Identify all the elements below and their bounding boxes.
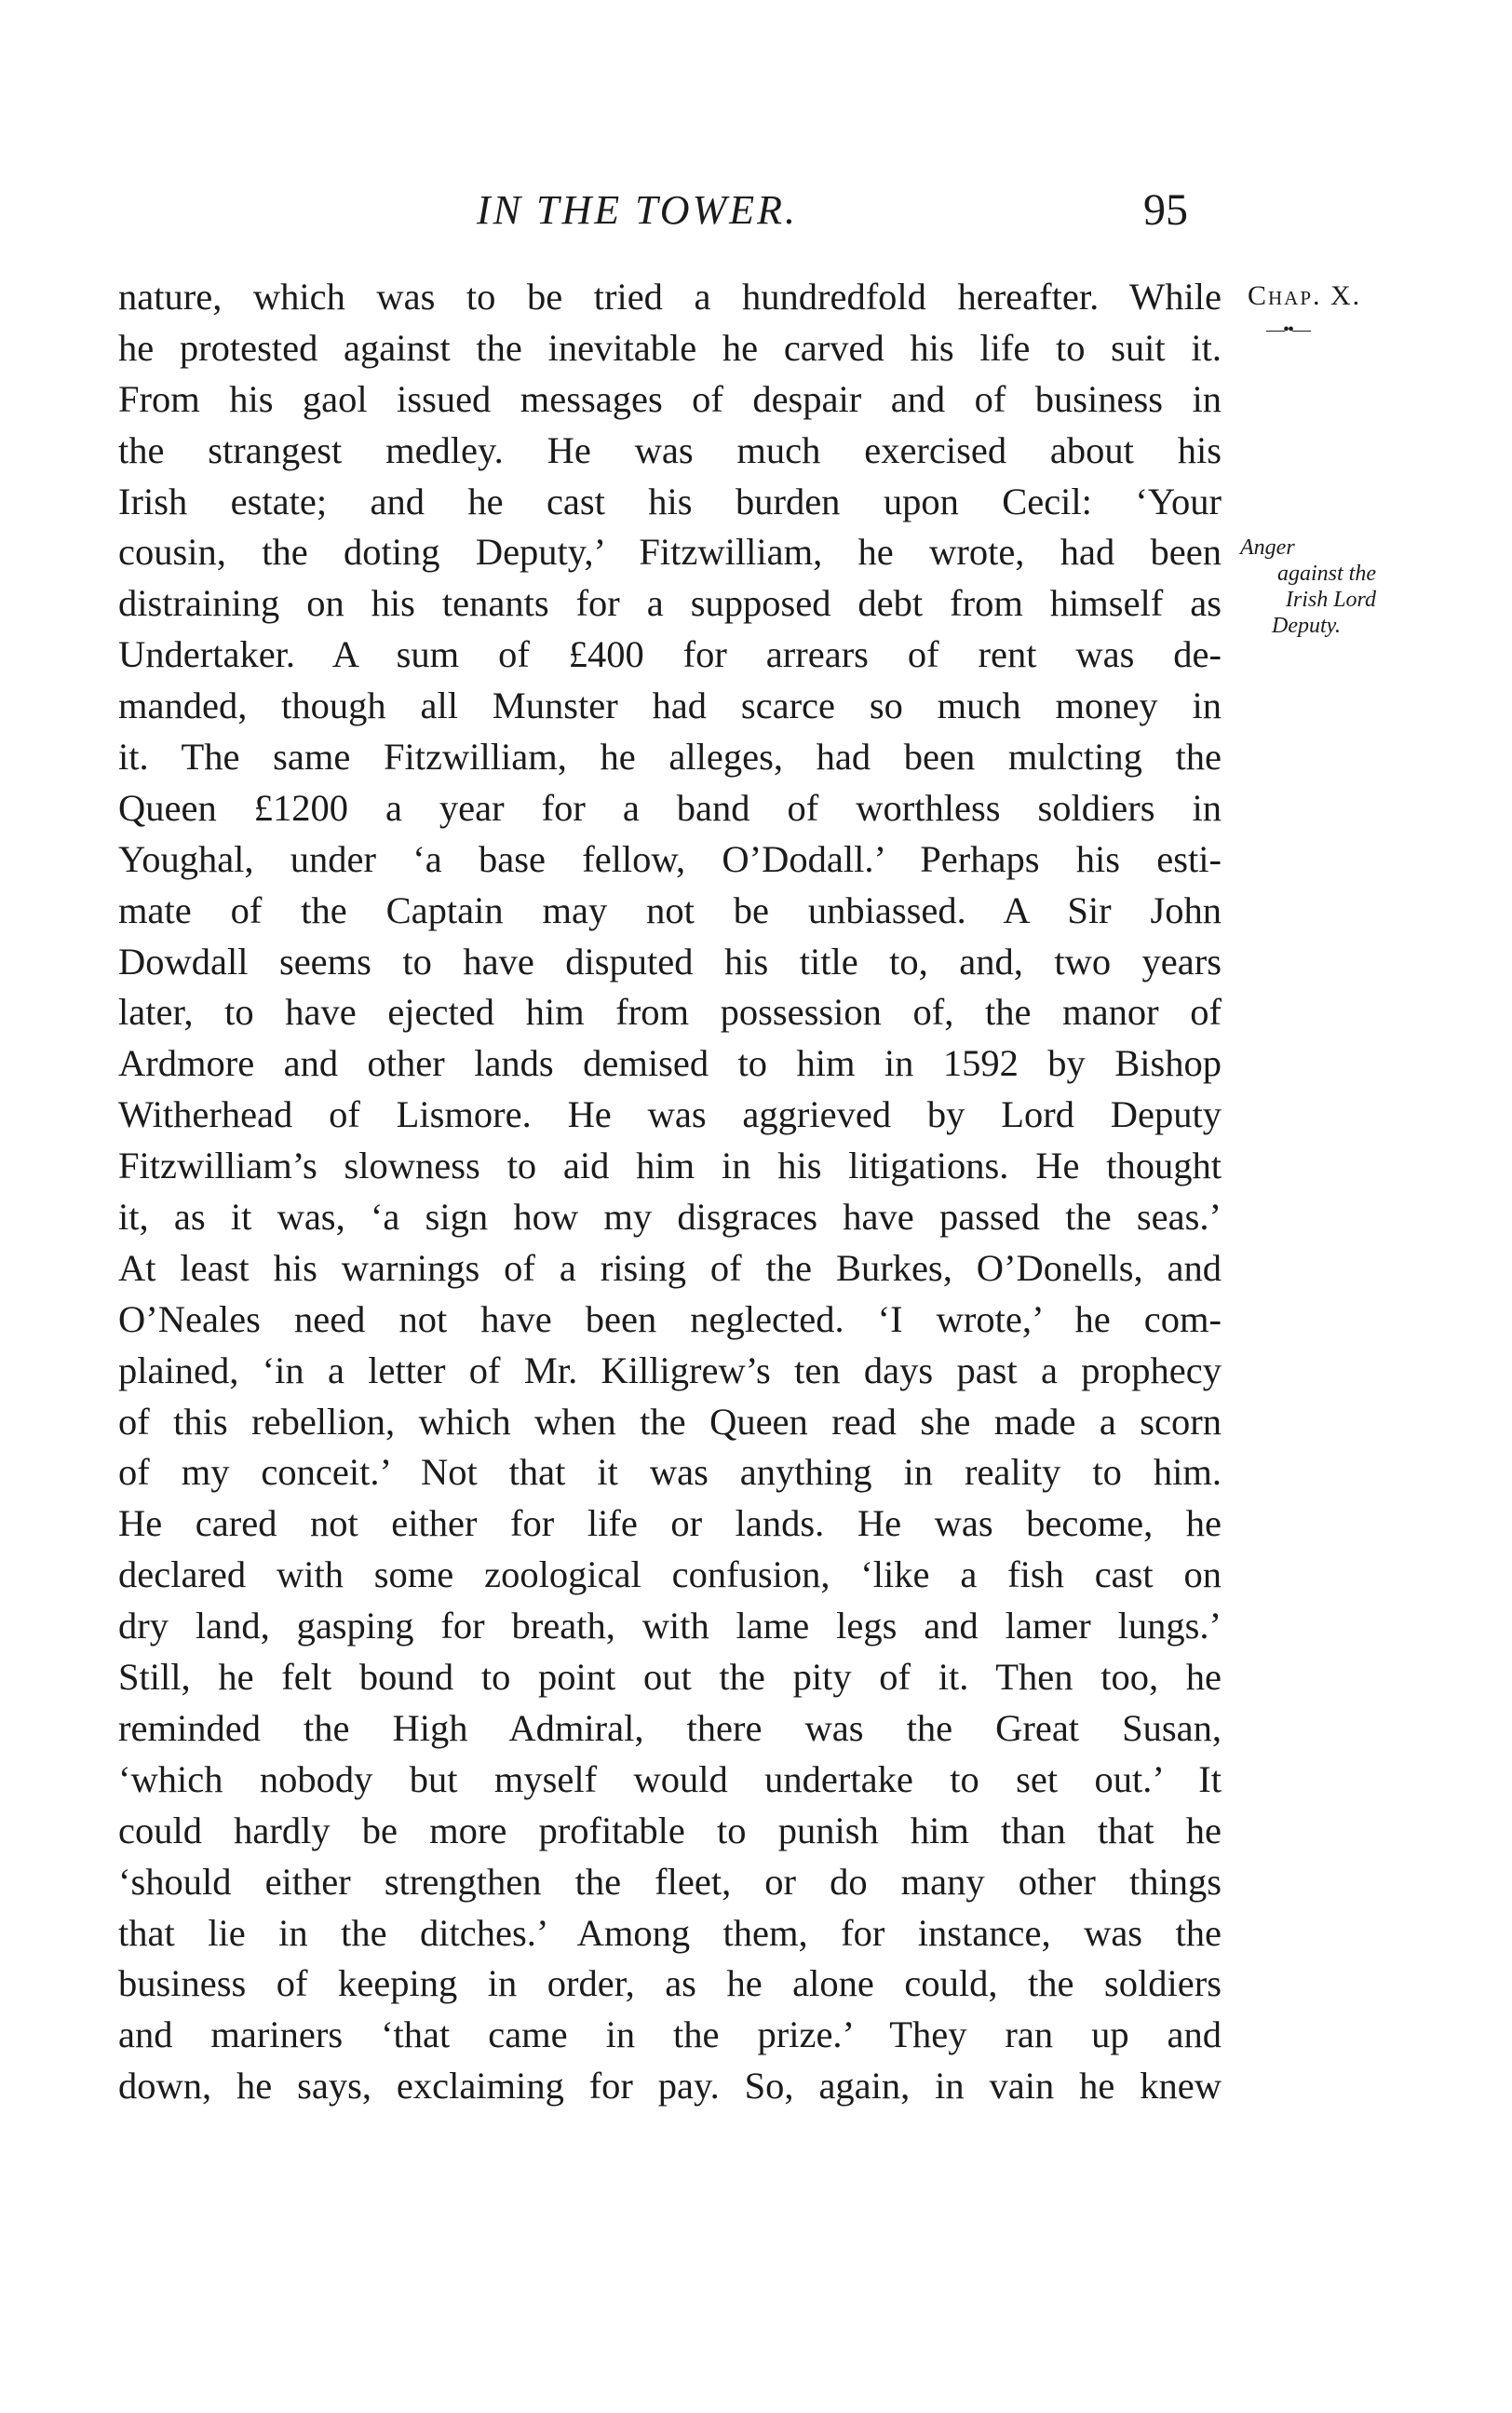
- text-line: the strangest medley. He was much exercised about his: [118, 428, 1222, 471]
- sidenote-line: against the: [1277, 562, 1376, 586]
- text-line: it, as it was, ‘a sign how my disgraces have passed the seas.’: [118, 1196, 1222, 1239]
- text-line: plained, ‘in a letter of Mr. Killigrew’s ten days past a prophecy: [118, 1349, 1222, 1391]
- text-line: declared with some zoological confusion, ‘like a fish cast on: [118, 1553, 1222, 1596]
- text-line: Undertaker. A sum of £400 for arrears of rent was de-: [118, 633, 1222, 676]
- page-number: 95: [1143, 185, 1188, 235]
- text-line: he protested against the inevitable he carved his life to suit it.: [118, 326, 1222, 369]
- text-line: that lie in the ditches.’ Among them, for instance, was the: [118, 1911, 1222, 1954]
- text-line: ‘should either strengthen the fleet, or do many other things: [118, 1860, 1222, 1903]
- text-line: Irish estate; and he cast his burden upon Cecil: ‘Your: [118, 480, 1222, 522]
- text-line: it. The same Fitzwilliam, he alleges, had been mulcting the: [118, 736, 1222, 779]
- text-line: Still, he felt bound to point out the pity of it. Then too, he: [118, 1656, 1222, 1699]
- text-line: Ardmore and other lands demised to him in 1592 by Bishop: [118, 1042, 1222, 1085]
- body-text: [118, 272, 1222, 2112]
- text-line: later, to have ejected him from possession of, the manor of: [118, 991, 1222, 1034]
- text-line: ‘which nobody but myself would undertake to set out.’ It: [118, 1757, 1222, 1800]
- text-line: dry land, gasping for breath, with lame legs and lamer lungs.’: [118, 1605, 1222, 1647]
- chapter-marker: Chap. X.: [1248, 280, 1362, 311]
- text-line: cousin, the doting Deputy,’ Fitzwilliam, he wrote, had been: [118, 531, 1222, 574]
- text-line: could hardly be more profitable to punish him than that he: [118, 1809, 1222, 1851]
- margin-sidenote: [1236, 535, 1376, 639]
- text-line: From his gaol issued messages of despair and of business in: [118, 377, 1222, 420]
- text-line: Witherhead of Lismore. He was aggrieved by Lord Deputy: [118, 1093, 1222, 1136]
- sidenote-line: Deputy.: [1272, 614, 1341, 638]
- text-line: mate of the Captain may not be unbiassed. A Sir John: [118, 888, 1222, 931]
- text-line: of my conceit.’ Not that it was anything in reality to him.: [118, 1451, 1222, 1494]
- text-line: At least his warnings of a rising of the Burkes, O’Donells, and: [118, 1246, 1222, 1289]
- running-title: IN THE TOWER.: [477, 187, 798, 233]
- text-line: He cared not either for life or lands. He was become, he: [118, 1502, 1222, 1545]
- text-line: manded, though all Munster had scarce so much money in: [118, 685, 1222, 727]
- text-line: Youghal, under ‘a base fellow, O’Dodall.’ Perhaps his esti-: [118, 837, 1222, 880]
- text-line: business of keeping in order, as he alone could, the soldiers: [118, 1962, 1222, 2005]
- ornament-rule: —••—: [1266, 319, 1310, 340]
- text-line: and mariners ‘that came in the prize.’ They ran up and: [118, 2013, 1222, 2056]
- text-line: nature, which was to be tried a hundredfold hereafter. While: [118, 276, 1222, 318]
- text-line: Dowdall seems to have disputed his title to, and, two years: [118, 940, 1222, 983]
- text-line: reminded the High Admiral, there was the Great Susan,: [118, 1706, 1222, 1749]
- text-line: down, he says, exclaiming for pay. So, again, in vain he knew: [118, 2065, 1222, 2108]
- text-line: Fitzwilliam’s slowness to aid him in his litigations. He thought: [118, 1145, 1222, 1187]
- text-line: O’Neales need not have been neglected. ‘I wrote,’ he com-: [118, 1297, 1222, 1340]
- sidenote-line: Irish Lord: [1285, 588, 1376, 612]
- text-line: Queen £1200 a year for a band of worthless soldiers in: [118, 786, 1222, 829]
- text-line: distraining on his tenants for a supposed debt from himself as: [118, 582, 1222, 625]
- sidenote-line: Anger: [1240, 535, 1295, 560]
- text-line: of this rebellion, which when the Queen read she made a scorn: [118, 1400, 1222, 1443]
